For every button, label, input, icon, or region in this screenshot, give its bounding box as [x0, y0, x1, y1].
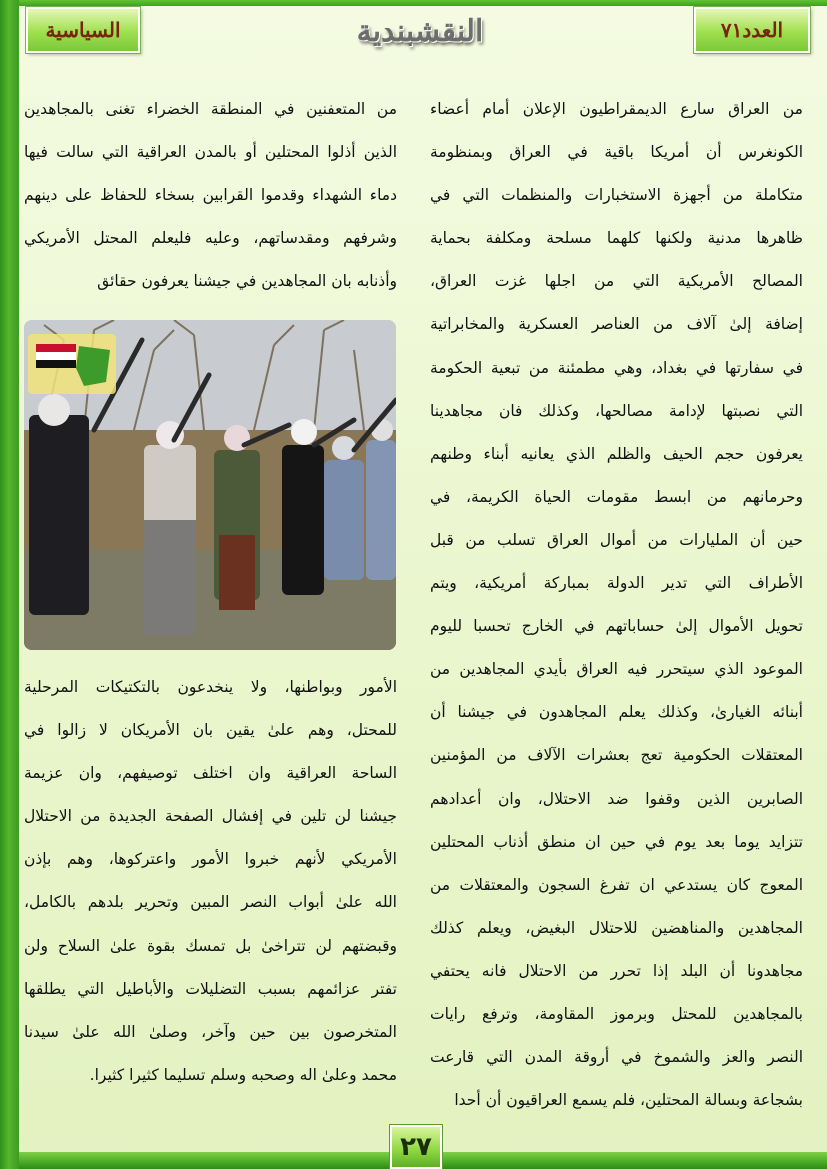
text-line: الأطراف التي تدير الدولة بمباركة أمريكية، ويتم: [430, 574, 803, 593]
text-line: الذين أذلوا المحتلين أو بالمدن العراقية التي سالت فيها: [24, 143, 397, 162]
section-label-box: [26, 7, 140, 53]
issue-label: العدد٧١: [720, 18, 784, 42]
text-line: جيشنا لن تلين في إفشال الصفحة الجديدة من الاحتلال: [24, 807, 397, 826]
top-border-line: [19, 0, 827, 6]
text-line: مجاهدونا أن البلد إذا تحرر من الاحتلال فانه يحتفي: [430, 961, 803, 980]
left-border-bar: [0, 0, 19, 1169]
text-line: أبنائه الغيارىٰ، وكذلك يعلم المجاهدون في جيشنا أن: [430, 703, 803, 722]
text-line: الأمور وبواطنها، ولا ينخدعون بالتكتيكات المرحلية: [24, 678, 397, 696]
text-line: الصابرين الذين وقفوا ضد الاحتلال، وان أعدادهم: [430, 789, 803, 808]
magazine-title: النقشبندية: [356, 13, 484, 49]
article-column-left-top: [24, 88, 397, 303]
article-column-right: [430, 88, 803, 1122]
issue-label-box: [694, 7, 810, 53]
article-photo: [24, 320, 396, 650]
text-line: الموعود الذي سيتحرر فيه العراق بأيدي المجاهدين من: [430, 660, 803, 679]
text-line: المجاهدين والمناهضين للاحتلال البغيض، ويعلم كذلك: [430, 918, 803, 937]
text-line: في سفارتها في بغداد، وهي مطمئنة من تبعية الحكومة: [430, 358, 803, 377]
text-line: دماء الشهداء وقدموا القرابين بسخاء للحفاظ على دينهم: [24, 186, 397, 205]
text-line: وشرفهم ومقدساتهم، وعليه فليعلم المحتل الأمريكي: [24, 229, 397, 248]
text-line: الكونغرس أن أمريكا باقية في العراق وبمنظومة: [430, 143, 803, 162]
text-line: وأذنابه بان المجاهدين في جيشنا يعرفون حقائق: [97, 272, 397, 291]
text-line: من العراق سارع الديمقراطيون الإعلان أمام أعضاء: [430, 100, 803, 118]
text-line: تحويل الأموال إلىٰ حساباتهم في الخارج تحسبا لليوم: [430, 617, 803, 636]
text-line: النصر والعز والشموخ في أروقة المدن التي قارعت: [430, 1048, 803, 1067]
text-line: تفتر عزائمهم بسبب التضليلات والأباطيل التي يطلقها: [24, 979, 397, 998]
text-line: متكاملة من أجهزة الاستخبارات والمنظمات التي في: [430, 186, 803, 205]
fighters-photo-illustration: [24, 320, 396, 650]
text-line: الأمريكي لأنهم خبروا الأمور واعتركوها، وهم بإذن: [24, 850, 397, 869]
logo-emblem: [28, 334, 116, 394]
text-line: المعتقلات الحكومية تعج بعشرات الآلاف من المؤمنين: [430, 746, 803, 765]
text-line: بالمجاهدين للمحتل وبرموز المقاومة، وترفع رايات: [430, 1004, 803, 1023]
text-line: التي نصبتها لإدامة مصالحها، وكذلك فان مجاهدينا: [430, 401, 803, 420]
text-line: المعوج كان يستدعي ان تفرغ السجون والمعتقلات من: [430, 875, 803, 894]
text-line: وحرمانهم من ابسط مقومات الحياة الكريمة، في: [430, 487, 803, 506]
text-line: الله علىٰ أبواب النصر المبين وتحرير بلدهم بالكامل،: [24, 893, 397, 912]
page-number: ٢٧: [390, 1125, 442, 1169]
text-line: المصالح الأمريكية التي من اجلها غزت العراق،: [430, 272, 803, 291]
article-column-left-bottom: [24, 666, 397, 1097]
section-label: السياسية: [45, 18, 121, 42]
text-line: الساحة العراقية وان اختلف توصيفهم، وان عزيمة: [24, 764, 397, 783]
text-line: يعرفون حجم الحيف والظلم الذي يعانيه أبناء وطنهم: [430, 444, 803, 463]
text-line: من المتعفنين في المنطقة الخضراء تغنى بالمجاهدين: [24, 100, 397, 118]
text-line: بشجاعة وبسالة المحتلين، فلم يسمع العراقيون أن أحدا: [454, 1091, 803, 1110]
text-line: وقبضتهم لن تتراخىٰ بل تمسك بقوة علىٰ السلاح ولن: [24, 936, 397, 955]
text-line: إضافة إلىٰ آلاف من العناصر العسكرية والمخابراتية: [430, 315, 803, 334]
text-line: محمد وعلىٰ اله وصحبه وسلم تسليما كثيرا كثيرا.: [89, 1065, 397, 1084]
text-line: المتخرصون بين حين وآخر، وصلىٰ الله علىٰ سيدنا: [24, 1022, 397, 1041]
text-line: للمحتل، وهم علىٰ يقين بان الأمريكان لا زالوا في: [24, 721, 397, 740]
text-line: تتزايد يوما بعد يوم في حين ان منطق أذناب المحتلين: [430, 832, 803, 851]
text-line: حين أن المليارات من أموال العراق تسلب من قبل: [430, 530, 803, 549]
text-line: ظاهرها مدنية ولكنها كلهما مسلحة ومكلفة بحماية: [430, 229, 803, 248]
